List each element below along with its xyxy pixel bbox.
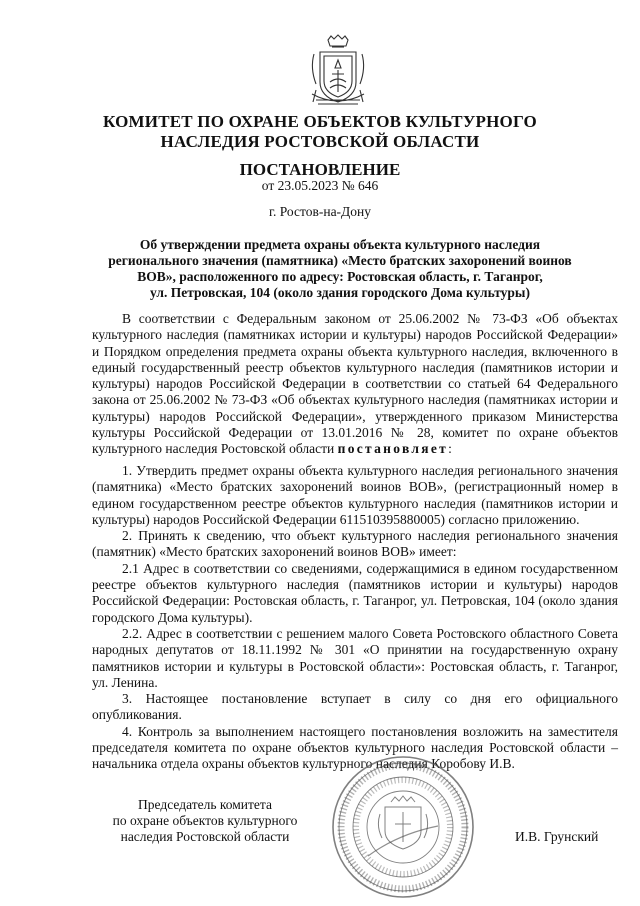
- coat-of-arms-icon: [306, 34, 370, 114]
- committee-title-line2: НАСЛЕДИЯ РОСТОВСКОЙ ОБЛАСТИ: [160, 132, 480, 151]
- resolution-item-2-1: 2.1 Адрес в соответствии со сведениями, содержащимися в едином государственном реестре объектов культурного наследия (памятников истории и культуры) народов Российской Федерации: Ростовская область, г. Таганрог, ул. Петровская, 104 (около здания городского Дома культуры).: [92, 560, 618, 625]
- signatory-position-line: наследия Ростовской области: [120, 829, 290, 844]
- signatory-position-line: Председатель комитета: [138, 797, 272, 812]
- signatory-name: И.В. Грунский: [515, 829, 599, 844]
- subject-line: Об утверждении предмета охраны объекта культурного наследия: [139, 237, 541, 252]
- official-seal-icon: [328, 752, 478, 902]
- resolution-item-4: 4. Контроль за выполнением настоящего постановления возложить на заместителя председателя комитета по охране объектов культурного наследия Ростовской области – начальника отдела охраны объектов культурного наследия Коробову И.В.: [92, 723, 618, 772]
- resolves-colon: :: [448, 441, 452, 457]
- resolves-word: постановляет: [337, 441, 449, 457]
- signatory-position-line: по охране объектов культурного: [112, 813, 298, 828]
- resolution-item-2: 2. Принять к сведению, что объект культурного наследия регионального значения (памятник) «Место братских захоронений воинов ВОВ» имеет:: [92, 528, 618, 560]
- subject-line: регионального значения (памятника) «Место братских захоронений воинов: [108, 253, 572, 268]
- resolution-items: [92, 463, 618, 773]
- preamble-text: В соответствии с Федеральным законом от 25.06.2002 № 73-ФЗ «Об объектах культурного наследия (памятниках истории и культуры) народов Российской Федерации» и Порядком определения предмета охраны объекта культурного наследия, включенного в единый государственный реестр объектов культурного наследия (памятников истории и культуры) народов Российской Федерации в соответствии со статьей 64 Федерального закона от 25.06.2002 № 73-ФЗ «Об объектах культурного наследия (памятниках истории и культуры) народов Российской Федерации», утвержденного приказом Министерства культуры Российской Федерации от 13.01.2016 № 28, комитет по охране объектов культурного наследия Ростовской области: [92, 311, 618, 457]
- preamble-paragraph: [92, 311, 618, 458]
- document-subject: [100, 237, 580, 301]
- preamble: [92, 311, 618, 458]
- resolution-item-1: 1. Утвердить предмет охраны объекта культурного наследия регионального значения (памятника) «Место братских захоронений воинов ВОВ», (регистрационный номер в едином государственном реестре объектов культурного наследия (памятников истории и культуры) народов Российской Федерации 611510395880005) согласно приложению.: [92, 463, 618, 527]
- document-date-number: от 23.05.2023 № 646: [261, 178, 379, 193]
- document-type: ПОСТАНОВЛЕНИЕ: [239, 160, 401, 179]
- resolution-item-2-2: 2.2. Адрес в соответствии с решением малого Совета Ростовского областного Совета народных депутатов от 18.11.1992 № 301 «О принятии на государственную охрану памятников истории и культуры в Ростовской области»: Ростовская область, г. Таганрог, ул. Ленина.: [92, 625, 618, 690]
- resolution-item-3: 3. Настоящее постановление вступает в силу со дня его официального опубликования.: [92, 691, 618, 723]
- committee-title-line1: КОМИТЕТ ПО ОХРАНЕ ОБЪЕКТОВ КУЛЬТУРНОГО: [103, 112, 537, 131]
- subject-line: ВОВ», расположенного по адресу: Ростовская область, г. Таганрог,: [137, 269, 543, 284]
- subject-line: ул. Петровская, 104 (около здания городского Дома культуры): [150, 285, 530, 300]
- signatory-position: [100, 797, 310, 845]
- committee-title: [0, 112, 640, 152]
- document-city: г. Ростов-на-Дону: [268, 204, 371, 219]
